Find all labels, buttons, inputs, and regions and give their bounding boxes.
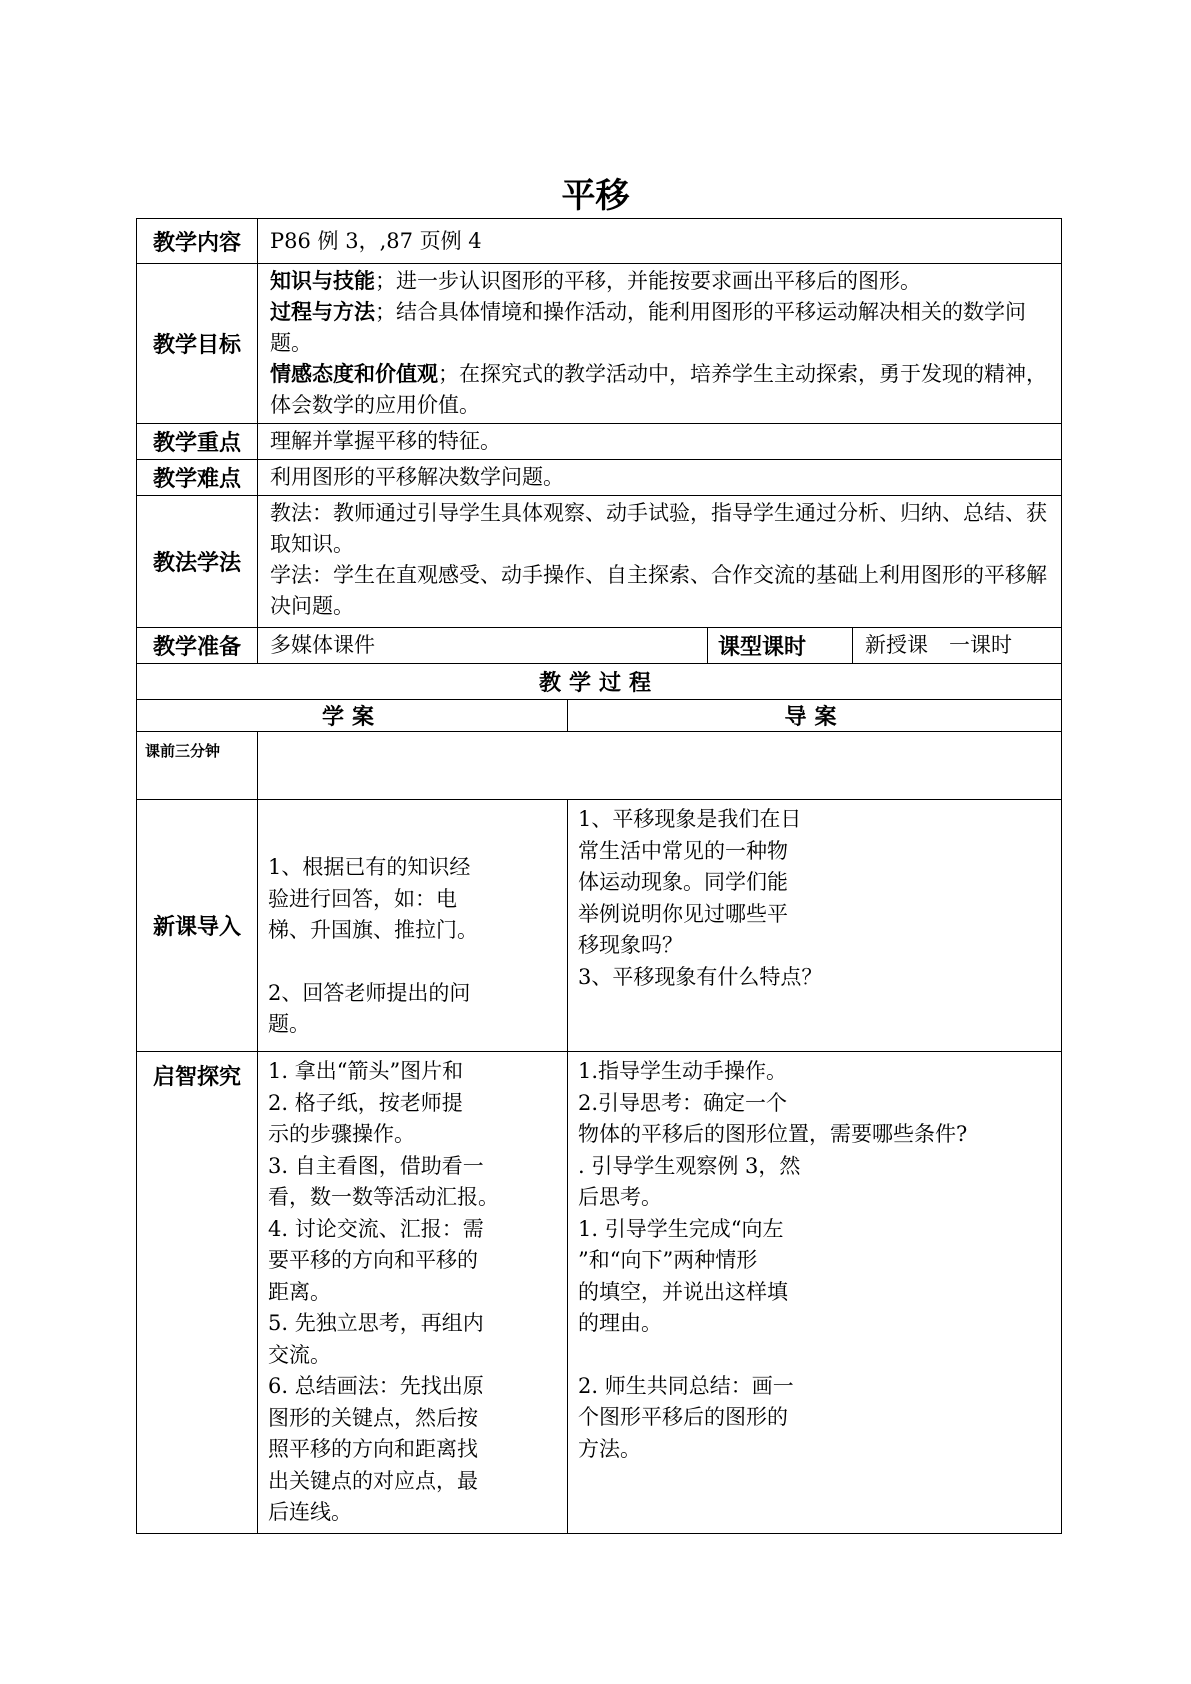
row-prep	[137, 628, 1062, 664]
value-difficulty: 利用图形的平移解决数学问题。	[258, 460, 1062, 496]
label-warmup: 课前三分钟	[137, 732, 258, 800]
page-title: 平移	[561, 176, 630, 216]
intro-teacher: 1、平移现象是我们在日 常生活中常见的一种物 体运动现象。同学们能 举例说明你见过哪些平 移现象吗？ 3、平移现象有什么特点？	[568, 800, 1062, 1052]
objective-knowledge: 知识与技能；进一步认识图形的平移，并能按要求画出平移后的图形。	[270, 269, 921, 293]
objective-attitude: 情感态度和价值观；在探究式的教学活动中，培养学生主动探索，勇于发现的精神，体会数学的应用价值。	[270, 362, 1047, 417]
row-methods	[137, 496, 1062, 628]
label-class-type: 课型课时	[708, 628, 853, 664]
lesson-plan-table	[136, 218, 1062, 1534]
label-difficulty: 教学难点	[137, 460, 258, 496]
value-prep: 多媒体课件	[258, 628, 708, 664]
label-key-point: 教学重点	[137, 424, 258, 460]
row-content	[137, 219, 1062, 264]
label-content: 教学内容	[137, 219, 258, 264]
explore-teacher: 1.指导学生动手操作。 2.引导思考：确定一个 物体的平移后的图形位置，需要哪些条件? . 引导学生观察例 3，然 后思考。 1. 引导学生完成“向左 ”和“向下”两种情形 的填空，并说出这样填 的理由。 2. 师生共同总结：画一 个图形平移后的图形的 方法。	[568, 1052, 1062, 1534]
row-columns	[137, 700, 1062, 732]
row-process-header	[137, 664, 1062, 700]
objective-process: 过程与方法；结合具体情境和操作活动，能利用图形的平移运动解决相关的数学问题。	[270, 300, 1026, 355]
intro-student: 1、根据已有的知识经 验进行回答，如：电 梯、升国旗、推拉门。 2、回答老师提出的问 题。	[258, 800, 568, 1052]
row-explore	[137, 1052, 1062, 1534]
method-teach: 教法：教师通过引导学生具体观察、动手试验，指导学生通过分析、归纳、总结、获取知识。	[270, 501, 1047, 556]
label-objectives: 教学目标	[137, 264, 258, 424]
value-warmup	[258, 732, 1062, 800]
row-intro	[137, 800, 1062, 1052]
row-warmup	[137, 732, 1062, 800]
label-prep: 教学准备	[137, 628, 258, 664]
value-content: P86 例 3，,87 页例 4	[258, 219, 1062, 264]
method-learn: 学法：学生在直观感受、动手操作、自主探索、合作交流的基础上利用图形的平移解决问题。	[270, 563, 1047, 618]
label-intro: 新课导入	[137, 800, 258, 1052]
row-key-point	[137, 424, 1062, 460]
label-methods: 教法学法	[137, 496, 258, 628]
row-difficulty	[137, 460, 1062, 496]
explore-student: 1. 拿出“箭头”图片和 2. 格子纸，按老师提 示的步骤操作。 3. 自主看图，借助看一 看，数一数等活动汇报。 4. 讨论交流、汇报：需 要平移的方向和平移的 距离。 5. 先独立思考，再组内 交流。 6. 总结画法：先找出原 图形的关键点，然后按 照平移的方向和距离找 出关键点的对应点，最 后连线。	[258, 1052, 568, 1534]
value-objectives	[258, 264, 1062, 424]
value-class-type: 新授课 一课时	[853, 628, 1062, 664]
value-methods	[258, 496, 1062, 628]
label-explore: 启智探究	[137, 1052, 258, 1534]
col-header-student: 学案	[137, 700, 568, 732]
process-header: 教学过程	[137, 664, 1062, 700]
row-objectives	[137, 264, 1062, 424]
value-key-point: 理解并掌握平移的特征。	[258, 424, 1062, 460]
col-header-teacher: 导案	[568, 700, 1062, 732]
